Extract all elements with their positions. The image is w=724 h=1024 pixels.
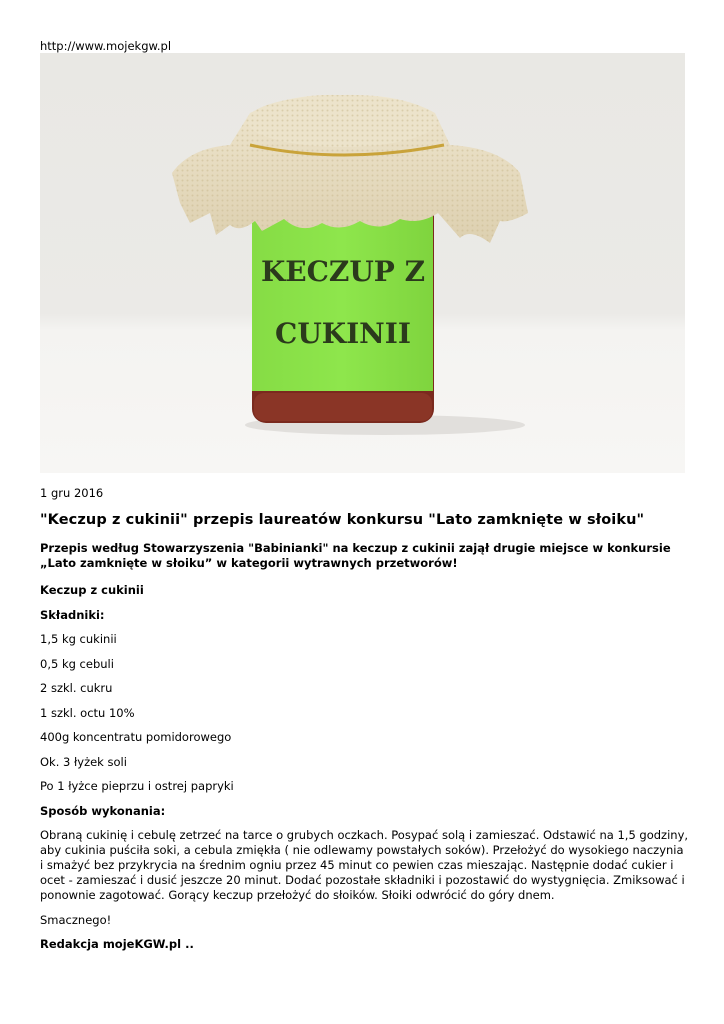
ingredient-item: Ok. 3 łyżek soli: [40, 754, 127, 769]
article-lead: Przepis według Stowarzyszenia "Babinianki" na keczup z cukinii zajął drugie miejsce w konkursie „Lato zamknięte w słoiku” w kategorii wytrawnych przetworów!: [40, 541, 671, 570]
ingredient-item: 0,5 kg cebuli: [40, 656, 114, 671]
ingredient-item: 1,5 kg cukinii: [40, 632, 117, 646]
jar-label-line1: KECZUP Z: [260, 255, 426, 288]
article-title: "Keczup z cukinii" przepis laureatów konkursu "Lato zamknięte w słoiku": [40, 512, 645, 528]
method-heading: Sposób wykonania:: [40, 803, 166, 818]
signature: Redakcja mojeKGW.pl ..: [40, 937, 194, 951]
ingredient-item: 400g koncentratu pomidorowego: [40, 730, 232, 744]
article-body: [40, 541, 690, 962]
ingredient-item: Po 1 łyżce pieprzu i ostrej papryki: [40, 779, 234, 793]
jar-label-line2: CUKINII: [275, 317, 411, 350]
recipe-name: Keczup z cukinii: [40, 583, 144, 597]
ingredients-heading: Składniki:: [40, 607, 105, 622]
closing-text: Smacznego!: [40, 912, 112, 927]
ketchup-jar-photo: [40, 53, 685, 473]
source-url: http://www.mojekgw.pl: [40, 39, 172, 53]
ingredient-item: 2 szkl. cukru: [40, 681, 113, 695]
ingredient-item: 1 szkl. octu 10%: [40, 705, 135, 720]
publish-date: 1 gru 2016: [40, 486, 104, 500]
method-text: Obraną cukinię i cebulę zetrzeć na tarce o grubych oczkach. Posypać solą i zamieszać. Odstawić na 1,5 godziny, aby cukinia puściła soki, a cebula zmiękła ( nie odlewamy powstałych soków). Przełożyć do wysokiego naczynia i smażyć bez przykrycia na średnim ogniu przez 45 minut co pewien czas mieszając. Następnie dodać cukier i ocet - zamieszać i dusić jeszcze 20 minut. Dodać pozostałe składniki i pozostawić do wystygnięcia. Zmiksować i ponownie zagotować. Gorący keczup przełożyć do słoików. Słoiki odwrócić do góry dnem.: [40, 828, 689, 902]
